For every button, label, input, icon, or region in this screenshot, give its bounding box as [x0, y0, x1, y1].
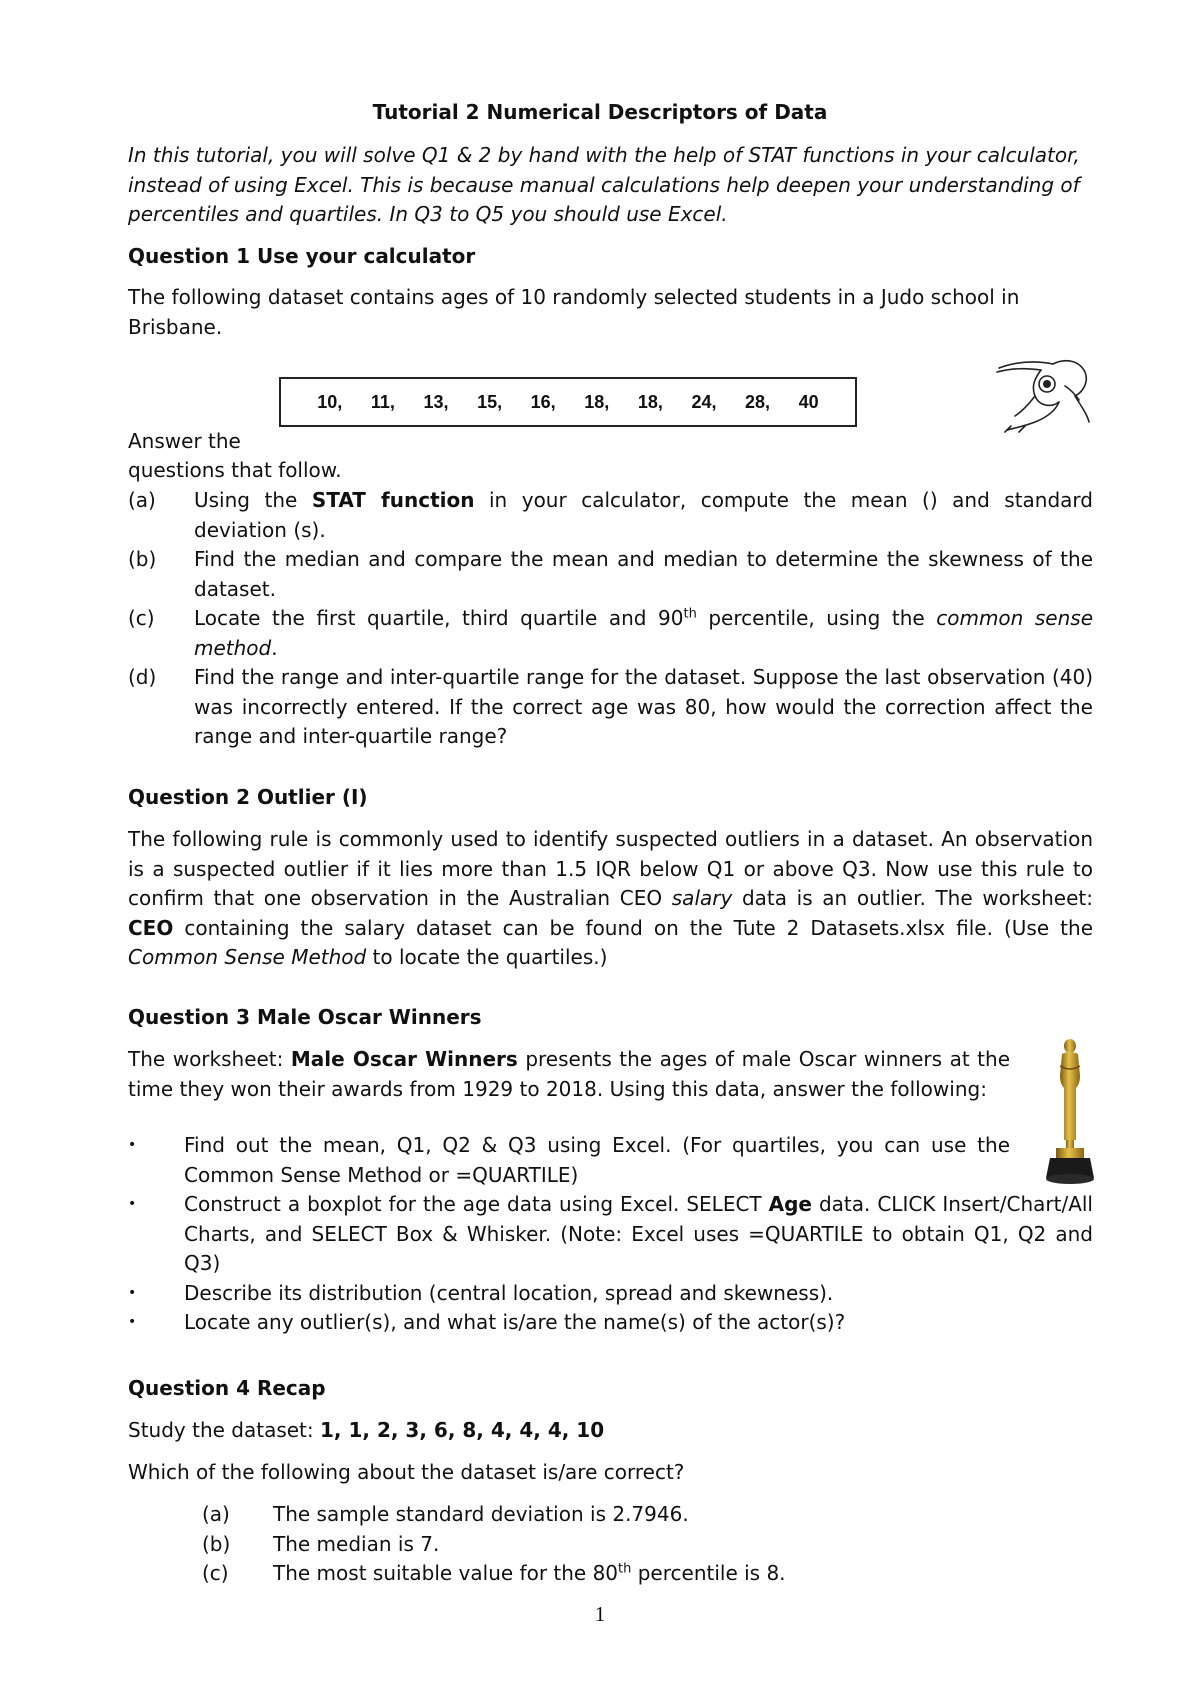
list-item [128, 486, 1093, 545]
item-label: (b) [128, 547, 157, 571]
list-item [202, 1530, 1082, 1560]
item-text: Find the range and inter-quartile range for the dataset. Suppose the last observation (40) was incorrectly entered. If the correct age was 80, how would the correction affect the range and inter-quartile range? [194, 665, 1093, 748]
question-1-text: The following dataset contains ages of 10 randomly selected students in a Judo school in Brisbane. [128, 285, 1020, 339]
bullet-icon: • [128, 1196, 137, 1212]
question-2-heading: Question 2 Outlier (I) [128, 785, 368, 809]
list-item [128, 663, 1093, 752]
item-label: (b) [202, 1531, 231, 1556]
question-4-heading: Question 4 Recap [128, 1376, 326, 1400]
data-value: 40 [798, 391, 819, 412]
item-label: (a) [128, 488, 156, 512]
intro-paragraph: In this tutorial, you will solve Q1 & 2 by hand with the help of STAT functions in your calculator, instead of using Excel. This is because manual calculations help deepen your understanding of percentiles and quartiles. In Q3 to Q5 you should use Excel. [128, 143, 1080, 226]
item-text: Find out the mean, Q1, Q2 & Q3 using Excel. (For quartiles, you can use the Common Sense Method or =QUARTILE) [184, 1133, 1010, 1187]
question-3-heading: Question 3 Male Oscar Winners [128, 1005, 482, 1029]
question-4-options [202, 1500, 1082, 1589]
question-4-prompt: Which of the following about the dataset is/are correct? [128, 1460, 685, 1484]
answer-line-1: Answer the [128, 429, 241, 453]
data-value: 10, [317, 391, 343, 412]
question-4-dataset: Study the dataset: 1, 1, 2, 3, 6, 8, 4, 4, 4, 10 [128, 1418, 605, 1442]
item-label: (d) [128, 665, 157, 689]
data-value: 18, [584, 391, 610, 412]
bullet-icon: • [128, 1314, 137, 1330]
list-item [128, 1131, 1093, 1190]
list-item [202, 1559, 1082, 1589]
item-label: (c) [128, 606, 155, 630]
item-text: The median is 7. [273, 1531, 440, 1556]
bullet-icon: • [128, 1284, 137, 1301]
dataset-box [279, 377, 857, 427]
data-value: 16, [530, 391, 556, 412]
item-text: The most suitable value for the 80th percentile is 8. [273, 1561, 786, 1585]
list-item [128, 545, 1093, 604]
list-item [128, 1279, 1093, 1309]
item-text: Construct a boxplot for the age data using Excel. SELECT Age data. CLICK Insert/Chart/All Charts, and SELECT Box & Whisker. (Note: Excel uses =QUARTILE to obtain Q1, Q2 and Q3) [184, 1192, 1093, 1275]
data-value: 18, [637, 391, 663, 412]
data-value: 11, [370, 391, 395, 412]
bullet-icon: • [128, 1137, 137, 1153]
item-text: The sample standard deviation is 2.7946. [273, 1502, 689, 1526]
question-3-text: The worksheet: Male Oscar Winners presents the ages of male Oscar winners at the time they won their awards from 1929 to 2018. Using this data, answer the following: [128, 1047, 1010, 1101]
list-item [128, 604, 1093, 663]
item-text: Describe its distribution (central location, spread and skewness). [184, 1280, 834, 1305]
answer-line-2: questions that follow. [128, 458, 342, 482]
question-1-parts [128, 486, 1093, 752]
item-text: Locate the first quartile, third quartile and 90th percentile, using the common sense method. [194, 606, 1094, 660]
question-3-bullets [128, 1131, 1093, 1338]
data-value: 13, [423, 391, 449, 412]
data-value: 15, [477, 391, 503, 412]
question-1-heading: Question 1 Use your calculator [128, 244, 476, 268]
judo-illustration [995, 356, 1093, 434]
page-number: 1 [594, 1602, 606, 1626]
item-label: (a) [202, 1502, 230, 1526]
item-text: Using the STAT function in your calculator, compute the mean () and standard deviation (s). [194, 488, 1093, 542]
list-item [202, 1500, 1082, 1530]
item-text: Locate any outlier(s), and what is/are the name(s) of the actor(s)? [184, 1310, 846, 1334]
item-text: Find the median and compare the mean and median to determine the skewness of the dataset. [194, 547, 1093, 601]
list-item [128, 1190, 1093, 1279]
list-item [128, 1308, 1093, 1338]
question-2-text: The following rule is commonly used to identify suspected outliers in a dataset. An observation is a suspected outlier if it lies more than 1.5 IQR below Q1 or above Q3. Now use this rule to confirm that one observation in the Australian CEO salary data is an outlier. The worksheet: CEO containing the salary dataset can be found on the Tute 2 Datasets.xlsx file. (Use the Common Sense Method to locate the quartiles.) [128, 827, 1093, 969]
data-value: 24, [691, 391, 717, 412]
item-label: (c) [202, 1561, 229, 1585]
data-value: 28, [745, 391, 771, 412]
page-title: Tutorial 2 Numerical Descriptors of Data [372, 100, 828, 124]
